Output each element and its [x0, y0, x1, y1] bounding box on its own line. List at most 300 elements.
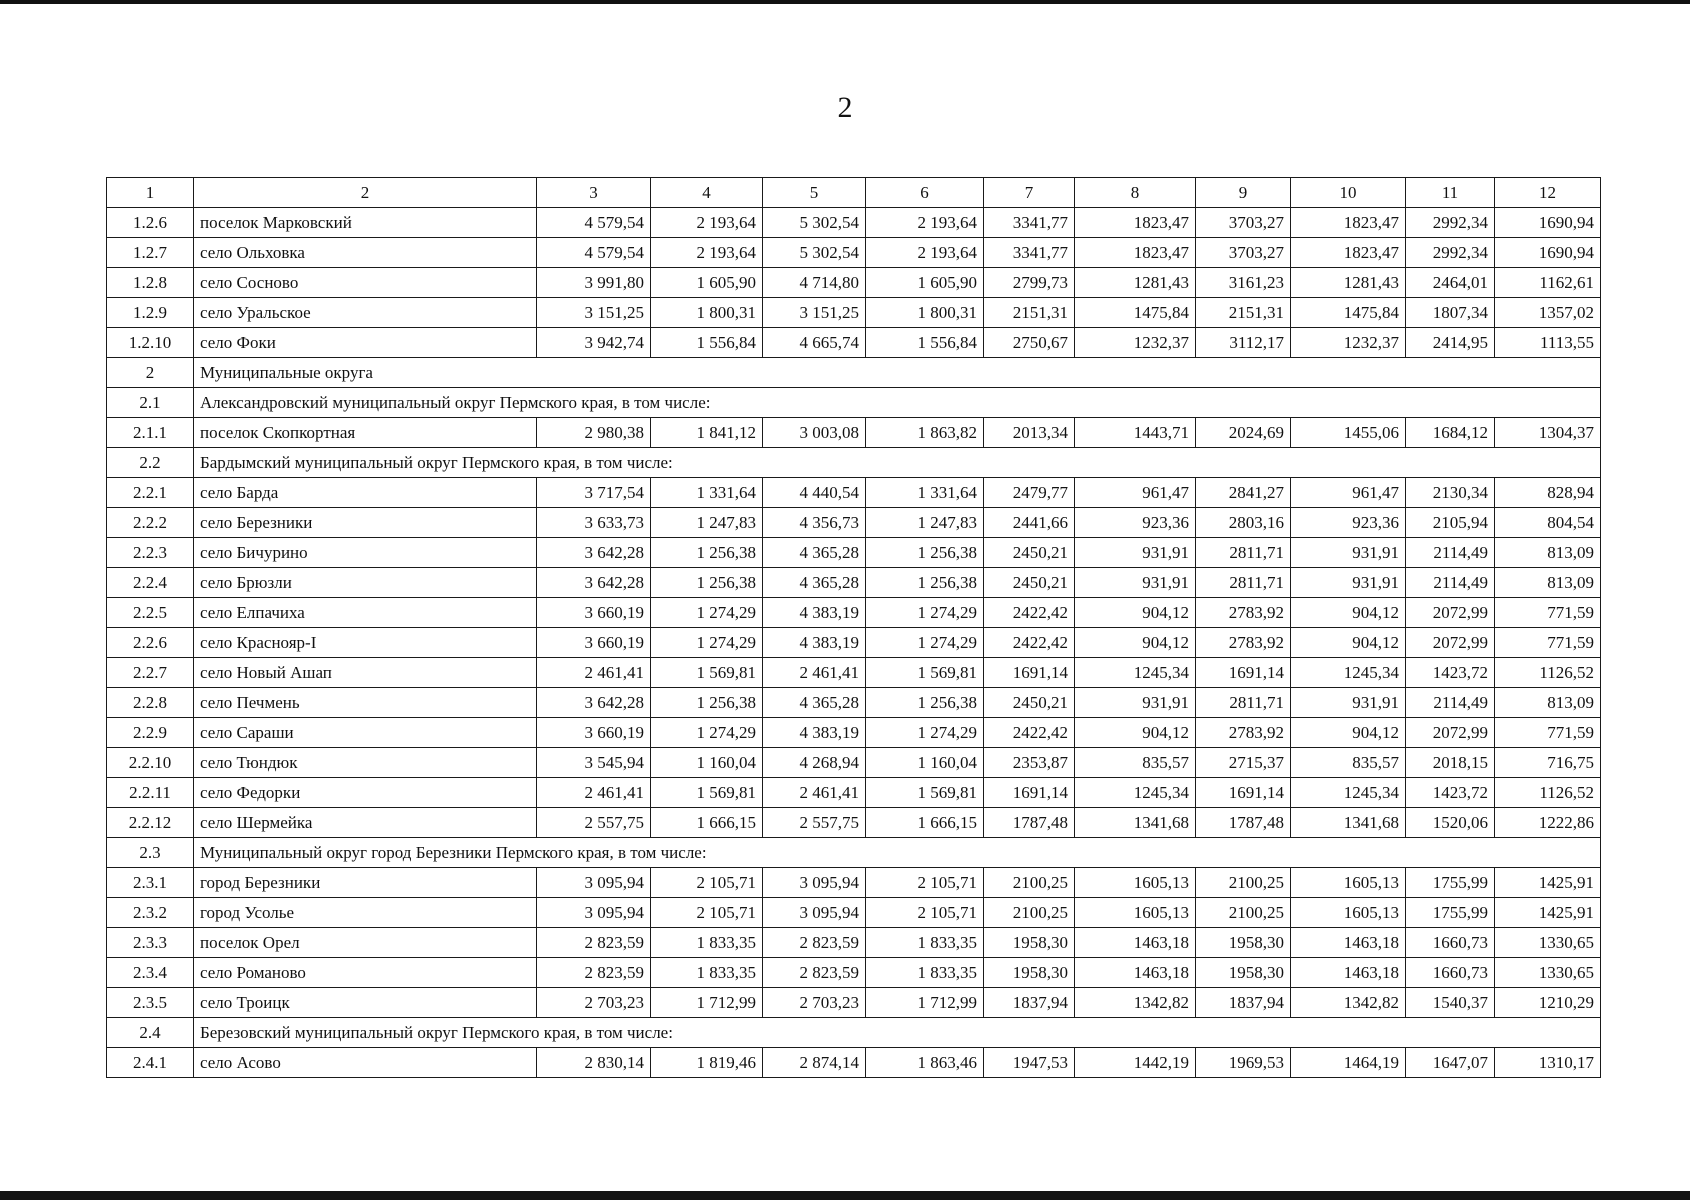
value-cell: 5 302,54 [763, 208, 866, 238]
settlement-name: село Краснояр-I [194, 628, 537, 658]
value-cell: 931,91 [1075, 538, 1196, 568]
settlement-name: город Усолье [194, 898, 537, 928]
value-cell: 1357,02 [1495, 298, 1601, 328]
value-cell: 813,09 [1495, 538, 1601, 568]
settlement-name: село Федорки [194, 778, 537, 808]
value-cell: 813,09 [1495, 568, 1601, 598]
value-cell: 2 105,71 [866, 898, 984, 928]
row-index: 2.3.5 [107, 988, 194, 1018]
value-cell: 1 160,04 [866, 748, 984, 778]
value-cell: 1 256,38 [651, 568, 763, 598]
settlement-name: село Фоки [194, 328, 537, 358]
settlement-name: село Троицк [194, 988, 537, 1018]
value-cell: 904,12 [1291, 628, 1406, 658]
value-cell: 1 712,99 [651, 988, 763, 1018]
table-row [107, 628, 1601, 658]
value-cell: 931,91 [1075, 568, 1196, 598]
table-row [107, 868, 1601, 898]
value-cell: 1232,37 [1291, 328, 1406, 358]
header-cell: 3 [537, 178, 651, 208]
value-cell: 3341,77 [984, 208, 1075, 238]
value-cell: 1 863,82 [866, 418, 984, 448]
value-cell: 2 461,41 [763, 658, 866, 688]
value-cell: 3 660,19 [537, 628, 651, 658]
value-cell: 1245,34 [1075, 658, 1196, 688]
value-cell: 1947,53 [984, 1048, 1075, 1078]
settlement-name: село Тюндюк [194, 748, 537, 778]
value-cell: 2 557,75 [537, 808, 651, 838]
header-row [107, 178, 1601, 208]
row-index: 2.4.1 [107, 1048, 194, 1078]
settlement-name: город Березники [194, 868, 537, 898]
value-cell: 2151,31 [984, 298, 1075, 328]
value-cell: 1423,72 [1406, 658, 1495, 688]
table-row [107, 688, 1601, 718]
value-cell: 931,91 [1291, 688, 1406, 718]
section-title: Муниципальный округ город Березники Пермского края, в том числе: [194, 838, 1601, 868]
row-index: 1.2.9 [107, 298, 194, 328]
value-cell: 2992,34 [1406, 238, 1495, 268]
table-body [107, 178, 1601, 1078]
value-cell: 1969,53 [1196, 1048, 1291, 1078]
settlement-name: село Печмень [194, 688, 537, 718]
row-index: 2.2.11 [107, 778, 194, 808]
value-cell: 2803,16 [1196, 508, 1291, 538]
value-cell: 3 151,25 [763, 298, 866, 328]
table-row [107, 718, 1601, 748]
settlement-name: село Сосново [194, 268, 537, 298]
header-cell: 4 [651, 178, 763, 208]
value-cell: 904,12 [1291, 718, 1406, 748]
value-cell: 1 569,81 [866, 658, 984, 688]
value-cell: 2 703,23 [763, 988, 866, 1018]
value-cell: 1425,91 [1495, 898, 1601, 928]
row-index: 2.2.8 [107, 688, 194, 718]
value-cell: 2441,66 [984, 508, 1075, 538]
value-cell: 1958,30 [1196, 928, 1291, 958]
value-cell: 3 095,94 [537, 898, 651, 928]
value-cell: 828,94 [1495, 478, 1601, 508]
value-cell: 1 247,83 [651, 508, 763, 538]
value-cell: 1455,06 [1291, 418, 1406, 448]
value-cell: 1341,68 [1075, 808, 1196, 838]
value-cell: 1755,99 [1406, 898, 1495, 928]
value-cell: 3 991,80 [537, 268, 651, 298]
header-cell: 10 [1291, 178, 1406, 208]
value-cell: 1463,18 [1075, 928, 1196, 958]
value-cell: 3 095,94 [763, 898, 866, 928]
table-row [107, 658, 1601, 688]
row-index: 2.3 [107, 838, 194, 868]
value-cell: 2 193,64 [866, 238, 984, 268]
value-cell: 1 556,84 [866, 328, 984, 358]
value-cell: 3161,23 [1196, 268, 1291, 298]
value-cell: 4 579,54 [537, 238, 651, 268]
value-cell: 1232,37 [1075, 328, 1196, 358]
value-cell: 1463,18 [1291, 958, 1406, 988]
value-cell: 923,36 [1075, 508, 1196, 538]
value-cell: 1 256,38 [866, 538, 984, 568]
table-row [107, 778, 1601, 808]
value-cell: 1660,73 [1406, 928, 1495, 958]
value-cell: 2783,92 [1196, 718, 1291, 748]
value-cell: 4 356,73 [763, 508, 866, 538]
value-cell: 2811,71 [1196, 568, 1291, 598]
settlement-name: село Ольховка [194, 238, 537, 268]
value-cell: 813,09 [1495, 688, 1601, 718]
row-index: 2.3.4 [107, 958, 194, 988]
row-index: 1.2.10 [107, 328, 194, 358]
value-cell: 1 274,29 [866, 598, 984, 628]
tariff-table [106, 177, 1601, 1078]
section-row [107, 358, 1601, 388]
value-cell: 1113,55 [1495, 328, 1601, 358]
value-cell: 804,54 [1495, 508, 1601, 538]
value-cell: 3 942,74 [537, 328, 651, 358]
value-cell: 2479,77 [984, 478, 1075, 508]
value-cell: 1245,34 [1291, 658, 1406, 688]
value-cell: 2422,42 [984, 718, 1075, 748]
value-cell: 2 105,71 [651, 898, 763, 928]
value-cell: 771,59 [1495, 628, 1601, 658]
value-cell: 2750,67 [984, 328, 1075, 358]
value-cell: 2 874,14 [763, 1048, 866, 1078]
header-cell: 8 [1075, 178, 1196, 208]
value-cell: 3 003,08 [763, 418, 866, 448]
value-cell: 1 666,15 [651, 808, 763, 838]
value-cell: 2 193,64 [651, 208, 763, 238]
table-row [107, 328, 1601, 358]
value-cell: 1 833,35 [651, 958, 763, 988]
settlement-name: поселок Марковский [194, 208, 537, 238]
settlement-name: поселок Орел [194, 928, 537, 958]
table-row [107, 988, 1601, 1018]
value-cell: 2100,25 [1196, 868, 1291, 898]
value-cell: 1 256,38 [866, 688, 984, 718]
value-cell: 1755,99 [1406, 868, 1495, 898]
table-row [107, 928, 1601, 958]
value-cell: 1423,72 [1406, 778, 1495, 808]
value-cell: 2783,92 [1196, 628, 1291, 658]
row-index: 2.1.1 [107, 418, 194, 448]
value-cell: 2422,42 [984, 628, 1075, 658]
value-cell: 1540,37 [1406, 988, 1495, 1018]
value-cell: 1787,48 [1196, 808, 1291, 838]
scan-edge-top [0, 0, 1690, 4]
value-cell: 1 819,46 [651, 1048, 763, 1078]
value-cell: 1958,30 [984, 928, 1075, 958]
section-row [107, 838, 1601, 868]
value-cell: 1823,47 [1291, 238, 1406, 268]
value-cell: 1691,14 [984, 658, 1075, 688]
table-row [107, 268, 1601, 298]
value-cell: 1690,94 [1495, 208, 1601, 238]
value-cell: 4 383,19 [763, 718, 866, 748]
value-cell: 2 105,71 [651, 868, 763, 898]
value-cell: 1 800,31 [866, 298, 984, 328]
value-cell: 1464,19 [1291, 1048, 1406, 1078]
value-cell: 2464,01 [1406, 268, 1495, 298]
value-cell: 2100,25 [984, 898, 1075, 928]
page-number: 2 [837, 91, 853, 124]
header-cell: 11 [1406, 178, 1495, 208]
value-cell: 2151,31 [1196, 298, 1291, 328]
value-cell: 1605,13 [1075, 898, 1196, 928]
settlement-name: село Новый Ашап [194, 658, 537, 688]
section-row [107, 448, 1601, 478]
value-cell: 1520,06 [1406, 808, 1495, 838]
value-cell: 1 569,81 [651, 778, 763, 808]
header-cell: 2 [194, 178, 537, 208]
header-cell: 7 [984, 178, 1075, 208]
value-cell: 1605,13 [1291, 868, 1406, 898]
row-index: 2.2.1 [107, 478, 194, 508]
value-cell: 1 556,84 [651, 328, 763, 358]
settlement-name: село Сараши [194, 718, 537, 748]
table-row [107, 958, 1601, 988]
value-cell: 1475,84 [1291, 298, 1406, 328]
section-title: Березовский муниципальный округ Пермского края, в том числе: [194, 1018, 1601, 1048]
settlement-name: село Бичурино [194, 538, 537, 568]
value-cell: 1463,18 [1291, 928, 1406, 958]
row-index: 1.2.7 [107, 238, 194, 268]
value-cell: 2 461,41 [537, 778, 651, 808]
value-cell: 2715,37 [1196, 748, 1291, 778]
settlement-name: село Асово [194, 1048, 537, 1078]
section-title: Александровский муниципальный округ Пермского края, в том числе: [194, 388, 1601, 418]
value-cell: 1807,34 [1406, 298, 1495, 328]
value-cell: 1787,48 [984, 808, 1075, 838]
value-cell: 1 274,29 [866, 628, 984, 658]
value-cell: 3 633,73 [537, 508, 651, 538]
header-cell: 12 [1495, 178, 1601, 208]
row-index: 2.4 [107, 1018, 194, 1048]
value-cell: 2811,71 [1196, 538, 1291, 568]
settlement-name: село Брюзли [194, 568, 537, 598]
value-cell: 1330,65 [1495, 928, 1601, 958]
value-cell: 1837,94 [984, 988, 1075, 1018]
value-cell: 1210,29 [1495, 988, 1601, 1018]
value-cell: 2130,34 [1406, 478, 1495, 508]
value-cell: 2072,99 [1406, 718, 1495, 748]
value-cell: 771,59 [1495, 718, 1601, 748]
value-cell: 1330,65 [1495, 958, 1601, 988]
value-cell: 835,57 [1075, 748, 1196, 778]
value-cell: 4 665,74 [763, 328, 866, 358]
value-cell: 3 642,28 [537, 568, 651, 598]
value-cell: 1684,12 [1406, 418, 1495, 448]
value-cell: 1691,14 [984, 778, 1075, 808]
value-cell: 4 365,28 [763, 538, 866, 568]
value-cell: 1605,13 [1291, 898, 1406, 928]
value-cell: 1823,47 [1075, 208, 1196, 238]
value-cell: 1162,61 [1495, 268, 1601, 298]
value-cell: 3 717,54 [537, 478, 651, 508]
value-cell: 1 666,15 [866, 808, 984, 838]
value-cell: 931,91 [1291, 538, 1406, 568]
value-cell: 4 383,19 [763, 628, 866, 658]
value-cell: 1691,14 [1196, 778, 1291, 808]
value-cell: 2 823,59 [537, 958, 651, 988]
section-title: Бардымский муниципальный округ Пермского края, в том числе: [194, 448, 1601, 478]
row-index: 2.2.2 [107, 508, 194, 538]
value-cell: 1310,17 [1495, 1048, 1601, 1078]
settlement-name: село Елпачиха [194, 598, 537, 628]
value-cell: 2024,69 [1196, 418, 1291, 448]
value-cell: 904,12 [1291, 598, 1406, 628]
value-cell: 2 830,14 [537, 1048, 651, 1078]
value-cell: 2 461,41 [763, 778, 866, 808]
value-cell: 1 833,35 [866, 958, 984, 988]
value-cell: 1 712,99 [866, 988, 984, 1018]
value-cell: 3703,27 [1196, 208, 1291, 238]
row-index: 2.2.5 [107, 598, 194, 628]
settlement-name: село Романово [194, 958, 537, 988]
value-cell: 5 302,54 [763, 238, 866, 268]
table-row [107, 208, 1601, 238]
value-cell: 1126,52 [1495, 778, 1601, 808]
value-cell: 1 331,64 [651, 478, 763, 508]
value-cell: 1660,73 [1406, 958, 1495, 988]
settlement-name: село Уральское [194, 298, 537, 328]
value-cell: 2 193,64 [651, 238, 763, 268]
value-cell: 904,12 [1075, 598, 1196, 628]
section-row [107, 388, 1601, 418]
value-cell: 4 714,80 [763, 268, 866, 298]
value-cell: 3 545,94 [537, 748, 651, 778]
value-cell: 2 105,71 [866, 868, 984, 898]
value-cell: 904,12 [1075, 628, 1196, 658]
value-cell: 1 841,12 [651, 418, 763, 448]
table-row [107, 508, 1601, 538]
value-cell: 1 274,29 [866, 718, 984, 748]
value-cell: 2783,92 [1196, 598, 1291, 628]
value-cell: 1647,07 [1406, 1048, 1495, 1078]
value-cell: 2450,21 [984, 688, 1075, 718]
value-cell: 2100,25 [984, 868, 1075, 898]
row-index: 2.1 [107, 388, 194, 418]
value-cell: 1126,52 [1495, 658, 1601, 688]
row-index: 2.2.4 [107, 568, 194, 598]
value-cell: 716,75 [1495, 748, 1601, 778]
value-cell: 2841,27 [1196, 478, 1291, 508]
table-row [107, 898, 1601, 928]
value-cell: 1691,14 [1196, 658, 1291, 688]
value-cell: 2018,15 [1406, 748, 1495, 778]
value-cell: 2013,34 [984, 418, 1075, 448]
row-index: 2.2.10 [107, 748, 194, 778]
value-cell: 1 569,81 [651, 658, 763, 688]
table-row [107, 298, 1601, 328]
value-cell: 4 383,19 [763, 598, 866, 628]
value-cell: 2450,21 [984, 538, 1075, 568]
row-index: 2 [107, 358, 194, 388]
value-cell: 2 823,59 [537, 928, 651, 958]
value-cell: 1 256,38 [651, 538, 763, 568]
value-cell: 4 365,28 [763, 688, 866, 718]
value-cell: 1 833,35 [866, 928, 984, 958]
value-cell: 2 823,59 [763, 958, 866, 988]
value-cell: 1 160,04 [651, 748, 763, 778]
row-index: 2.2.7 [107, 658, 194, 688]
table-row [107, 478, 1601, 508]
value-cell: 1463,18 [1075, 958, 1196, 988]
value-cell: 1281,43 [1075, 268, 1196, 298]
table-row [107, 808, 1601, 838]
row-index: 2.2.12 [107, 808, 194, 838]
value-cell: 4 365,28 [763, 568, 866, 598]
value-cell: 931,91 [1291, 568, 1406, 598]
value-cell: 1 274,29 [651, 718, 763, 748]
settlement-name: село Барда [194, 478, 537, 508]
value-cell: 2 461,41 [537, 658, 651, 688]
settlement-name: село Шермейка [194, 808, 537, 838]
value-cell: 1958,30 [1196, 958, 1291, 988]
scan-edge-bottom [0, 1191, 1690, 1200]
value-cell: 2072,99 [1406, 598, 1495, 628]
value-cell: 2114,49 [1406, 538, 1495, 568]
value-cell: 1304,37 [1495, 418, 1601, 448]
value-cell: 3341,77 [984, 238, 1075, 268]
row-index: 2.3.2 [107, 898, 194, 928]
section-title: Муниципальные округа [194, 358, 1601, 388]
row-index: 2.2.6 [107, 628, 194, 658]
value-cell: 1958,30 [984, 958, 1075, 988]
value-cell: 2 557,75 [763, 808, 866, 838]
value-cell: 1 274,29 [651, 628, 763, 658]
value-cell: 904,12 [1075, 718, 1196, 748]
value-cell: 3 642,28 [537, 688, 651, 718]
value-cell: 961,47 [1291, 478, 1406, 508]
table-row [107, 238, 1601, 268]
value-cell: 1245,34 [1291, 778, 1406, 808]
value-cell: 1 863,46 [866, 1048, 984, 1078]
value-cell: 3 095,94 [763, 868, 866, 898]
value-cell: 2799,73 [984, 268, 1075, 298]
settlement-name: поселок Скопкортная [194, 418, 537, 448]
value-cell: 2105,94 [1406, 508, 1495, 538]
value-cell: 3 660,19 [537, 598, 651, 628]
value-cell: 1 605,90 [651, 268, 763, 298]
value-cell: 1 247,83 [866, 508, 984, 538]
value-cell: 923,36 [1291, 508, 1406, 538]
value-cell: 1342,82 [1291, 988, 1406, 1018]
value-cell: 1442,19 [1075, 1048, 1196, 1078]
value-cell: 3 151,25 [537, 298, 651, 328]
value-cell: 1281,43 [1291, 268, 1406, 298]
row-index: 2.2.3 [107, 538, 194, 568]
value-cell: 1 256,38 [866, 568, 984, 598]
value-cell: 2414,95 [1406, 328, 1495, 358]
value-cell: 835,57 [1291, 748, 1406, 778]
row-index: 2.2 [107, 448, 194, 478]
table-row [107, 598, 1601, 628]
value-cell: 3 095,94 [537, 868, 651, 898]
value-cell: 2992,34 [1406, 208, 1495, 238]
value-cell: 2100,25 [1196, 898, 1291, 928]
table-row [107, 1048, 1601, 1078]
value-cell: 771,59 [1495, 598, 1601, 628]
value-cell: 1222,86 [1495, 808, 1601, 838]
value-cell: 2811,71 [1196, 688, 1291, 718]
value-cell: 1341,68 [1291, 808, 1406, 838]
row-index: 1.2.8 [107, 268, 194, 298]
value-cell: 3112,17 [1196, 328, 1291, 358]
value-cell: 2 703,23 [537, 988, 651, 1018]
value-cell: 3 660,19 [537, 718, 651, 748]
value-cell: 1 569,81 [866, 778, 984, 808]
value-cell: 2 823,59 [763, 928, 866, 958]
